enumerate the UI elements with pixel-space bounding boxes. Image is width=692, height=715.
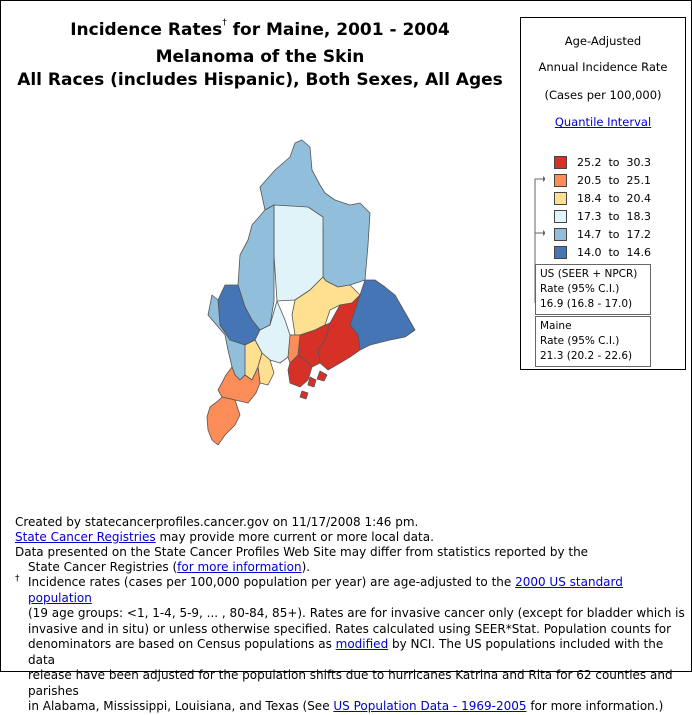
legend-item-label: 20.5 to 25.1 [577, 173, 652, 187]
us-rate-ci-label: Rate (95% C.I.) [540, 283, 620, 295]
incidence-footnote [28, 575, 688, 715]
legend-item-label: 25.2 to 30.3 [577, 155, 652, 169]
legend-swatch [554, 246, 567, 259]
us-rate-value: 16.9 (16.8 - 17.0) [540, 298, 633, 310]
map-title-line1 [10, 20, 510, 40]
map-legend [520, 17, 686, 370]
legend-item [554, 154, 651, 170]
legend-swatch [554, 174, 567, 187]
legend-item-label: 14.0 to 14.6 [577, 245, 652, 259]
state-rate-value: 21.3 (20.2 - 22.6) [540, 350, 633, 362]
legend-heading: Age-Adjusted [564, 34, 642, 48]
legend-swatch [554, 192, 567, 205]
registries-note [15, 530, 434, 545]
differ-note-2-post: ). [301, 560, 311, 574]
island [300, 391, 308, 399]
maine-county-map [190, 135, 420, 445]
footnote-dagger: † [15, 574, 20, 584]
footnote-line6 [28, 699, 688, 715]
island [308, 377, 316, 387]
county-washington[interactable] [350, 280, 415, 350]
footnote-line5: release have been adjusted for the population shifts due to hurricanes Katrina and Rita for 62 counties and parishes [28, 668, 673, 698]
differ-note-2 [28, 560, 310, 575]
state-rate-label: Maine [540, 320, 572, 332]
legend-swatch [554, 210, 567, 223]
footnote-line4 [28, 637, 688, 668]
standard-population-link[interactable]: 2000 US standard population [28, 575, 623, 605]
title-text-rest: for Maine, 2001 - 2004 [226, 20, 450, 40]
map-title-line2: Melanoma of the Skin [155, 47, 365, 67]
modified-link[interactable]: modified [335, 637, 389, 651]
legend-item [554, 208, 651, 224]
title-text: Incidence Rates [70, 20, 223, 40]
legend-item [554, 172, 651, 188]
footnote-line6-pre: in Alabama, Mississippi, Louisiana, and Texas (See [28, 699, 334, 713]
us-rate-label: US (SEER + NPCR) [540, 268, 638, 280]
county-york[interactable] [207, 397, 240, 445]
footnote-line3: invasive and in situ) or unless otherwise specified. Rates calculated using SEER*Stat. Population counts for [28, 621, 672, 636]
legend-item [554, 244, 651, 260]
registries-note-text: may provide more current or more local data. [155, 530, 434, 544]
created-note: Created by statecancerprofiles.cancer.gov on 11/17/2008 1:46 pm. [15, 515, 419, 529]
legend-swatch [554, 228, 567, 241]
footnote-line4-pre: denominators are based on Census populations as [28, 637, 336, 651]
more-information-link[interactable]: for more information [177, 560, 302, 574]
legend-item [554, 226, 651, 242]
footnote-line1-text: Incidence rates (cases per 100,000 population per year) are age-adjusted to the [28, 575, 516, 589]
legend-item-label: 18.4 to 20.4 [577, 191, 652, 205]
title-dagger: † [222, 18, 227, 28]
legend-item-label: 14.7 to 17.2 [577, 227, 652, 241]
state-rate-box [535, 316, 651, 367]
legend-item-label: 17.3 to 18.3 [577, 209, 652, 223]
quantile-interval-link[interactable]: Quantile Interval [554, 115, 652, 129]
footnote-line2: (19 age groups: <1, 1-4, 5-9, ... , 80-84, 85+). Rates are for invasive cancer only (except for bladder which is [28, 606, 685, 620]
us-rate-box [535, 264, 651, 315]
legend-swatch [554, 156, 567, 169]
legend-item [554, 190, 651, 206]
state-rate-ci-label: Rate (95% C.I.) [540, 335, 620, 347]
footnote-line1 [28, 575, 688, 606]
footnote-line4-post: by NCI. The US populations included with the data [28, 637, 664, 667]
quantile-interval-link-wrap [521, 115, 685, 129]
map-title-line3: All Races (includes Hispanic), Both Sexes, All Ages [17, 70, 503, 90]
differ-note: Data presented on the State Cancer Profiles Web Site may differ from statistics reported by the [15, 545, 589, 559]
us-population-data-link[interactable]: US Population Data - 1969-2005 [333, 699, 527, 713]
legend-subheading: Annual Incidence Rate [538, 60, 668, 74]
state-cancer-registries-link[interactable]: State Cancer Registries [15, 530, 156, 544]
legend-units: (Cases per 100,000) [544, 88, 662, 102]
differ-note-2-pre: State Cancer Registries ( [28, 560, 178, 574]
footnote-line6-post: for more information.) [526, 699, 664, 713]
island [317, 371, 327, 381]
